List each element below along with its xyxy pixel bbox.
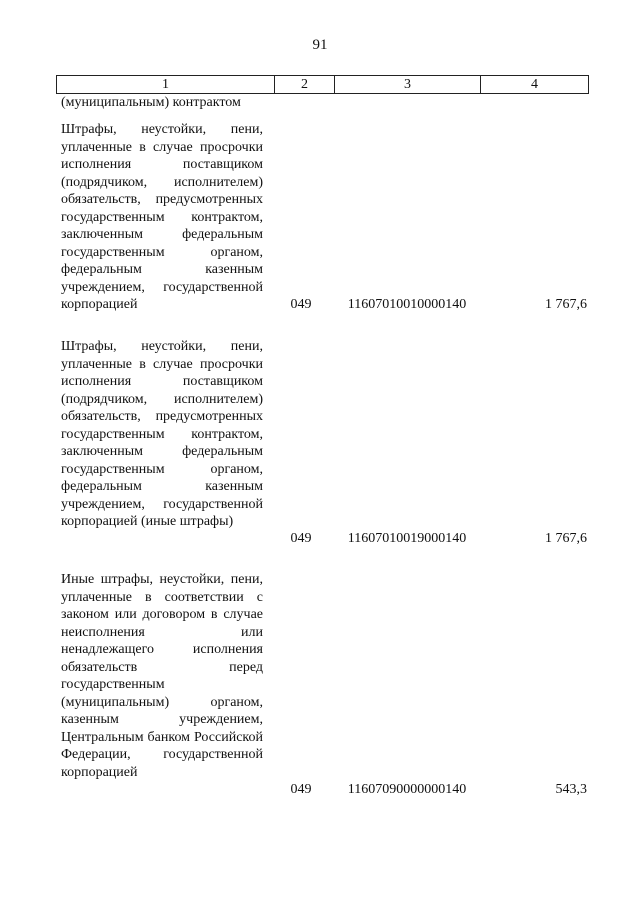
column-header-table [56,75,589,94]
row-description: Штрафы, неустойки, пени, уплаченные в случае просрочки исполнения поставщиком (подрядчиком, исполнителем) обязательств, предусмотренных государственным контрактом, заключенным федеральным государственным органом, федеральным казенным учреждением, государственной корпорацией [61,122,263,312]
row-amount: 1 767,6 [545,531,587,546]
row-admin-code: 049 [290,531,312,546]
column-header-3: 3 [335,76,481,94]
row-amount: 1 767,6 [545,297,587,312]
row-budget-code: 11607010019000140 [347,531,467,546]
page-number: 91 [312,37,328,53]
row-budget-code: 11607090000000140 [347,782,467,797]
row-admin-code: 049 [290,782,312,797]
continued-row-text: (муниципальным) контрактом [61,95,241,110]
column-header-row [57,76,589,94]
row-amount: 543,3 [555,782,587,797]
column-header-2: 2 [275,76,335,94]
row-admin-code: 049 [290,297,312,312]
column-header-4: 4 [481,76,589,94]
row-budget-code: 11607010010000140 [347,297,467,312]
row-description: Штрафы, неустойки, пени, уплаченные в случае просрочки исполнения поставщиком (подрядчиком, исполнителем) обязательств, предусмотренных государственным контрактом, заключенным федеральным государственным органом, федеральным казенным учреждением, государственной корпорацией (иные штрафы) [61,339,263,529]
row-description: Иные штрафы, неустойки, пени, уплаченные в соответствии с законом или договором в случае неисполнения или ненадлежащего исполнения обязательств перед государственным (муниципальным) органом, казенным учреждением, Центральным банком Российской Федерации, государственной корпорацией [61,572,263,780]
column-header-1: 1 [57,76,275,94]
